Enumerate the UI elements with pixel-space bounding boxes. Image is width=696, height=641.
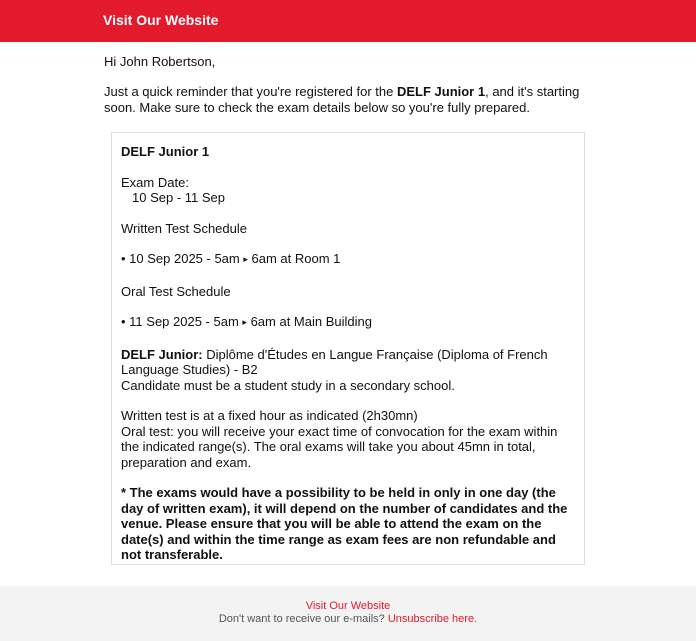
exam-details-box: [111, 132, 585, 565]
intro-text-after: , and it's starting soon. Make sure to check the exam details below so you're fully prepared.: [104, 84, 580, 115]
oral-test-note: Oral test: you will receive your exact time of convocation for the exam within the indicated range(s). The oral exams will take you about 45mn in total, preparation and exam.: [121, 423, 558, 470]
intro-text-before: Just a quick reminder that you're registered for the: [104, 84, 397, 99]
visit-website-link[interactable]: Visit Our Website: [103, 12, 219, 28]
exam-title: DELF Junior 1: [121, 144, 210, 159]
unsubscribe-link[interactable]: Unsubscribe here.: [387, 613, 478, 625]
footer-unsubscribe-row: [0, 613, 696, 626]
greeting: Hi John Robertson,: [104, 54, 216, 69]
written-test-note: Written test is at a fixed hour as indicated (2h30mn): [121, 408, 418, 423]
footer-website-row: [0, 600, 696, 613]
written-item-prefix: • 10 Sep 2025 - 5am: [121, 251, 240, 266]
email-body: [104, 54, 604, 116]
oral-item-prefix: • 11 Sep 2025 - 5am: [121, 314, 239, 329]
written-schedule-item: [121, 251, 575, 269]
oral-schedule-item: [121, 314, 575, 332]
email-footer: [0, 586, 696, 641]
unsubscribe-text: Don't want to receive our e-mails?: [218, 613, 388, 625]
written-schedule-heading: Written Test Schedule: [121, 220, 247, 236]
arrow-right-icon: ▸: [243, 254, 248, 264]
delf-junior-label: DELF Junior:: [121, 346, 203, 362]
exam-date-value: 10 Sep - 11 Sep: [132, 190, 225, 205]
oral-item-suffix: 6am at Main Building: [250, 314, 372, 329]
delf-junior-text: Diplôme d'Études en Langue Française (Diploma of French Language Studies) - B2: [121, 346, 548, 377]
footer-website-link[interactable]: Visit Our Website: [305, 600, 391, 612]
arrow-right-icon: ▸: [242, 317, 247, 327]
written-item-suffix: 6am at Room 1: [251, 251, 341, 266]
intro-exam-name: DELF Junior 1: [396, 84, 486, 99]
oral-schedule-heading: Oral Test Schedule: [121, 283, 231, 299]
intro-paragraph: [104, 84, 604, 116]
email-header: [0, 0, 696, 42]
exam-date-label: Exam Date:: [121, 174, 189, 190]
delf-junior-description: [121, 347, 575, 378]
candidate-requirement: Candidate must be a student study in a secondary school.: [121, 377, 455, 393]
important-note: * The exams would have a possibility to be held in only in one day (the day of written exam), it will depend on the number of candidates and the venue. Please ensure that you will be able to attend the exam on the date(s) and within the time range as exam fees are non refundable and not transferable.: [121, 485, 568, 562]
